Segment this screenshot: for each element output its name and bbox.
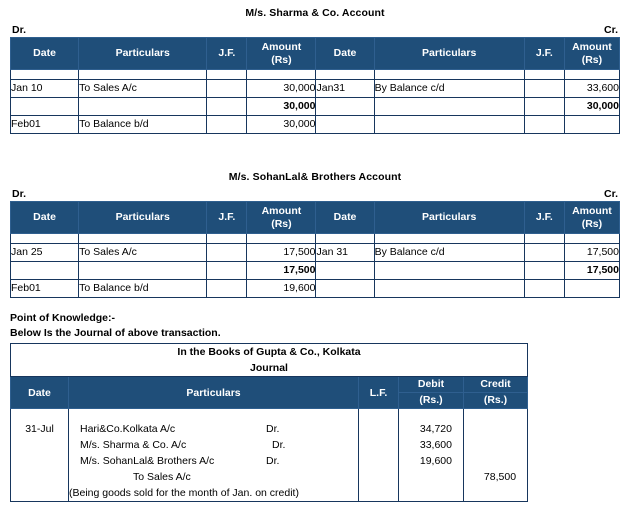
col-header-jf-credit: J.F.: [524, 202, 564, 234]
ledger-header-row: [11, 38, 620, 70]
spacer-cell: [11, 234, 79, 244]
amount-head-line2: (Rs): [581, 217, 603, 230]
ledger-header-row: [11, 202, 620, 234]
amount-head-line1: Amount: [261, 41, 302, 53]
cell-jf-debit: [207, 98, 247, 116]
spacer-cell: [316, 70, 374, 80]
cell-jf-debit: [207, 80, 247, 98]
dr-cr-row: [10, 23, 620, 37]
table-row: [11, 280, 620, 298]
cell-particulars-credit: By Balance c/d: [374, 244, 524, 262]
cell-date-credit: [316, 280, 374, 298]
journal-line: [69, 421, 358, 437]
cell-amount-credit: 33,600: [564, 80, 619, 98]
cell-date-credit: Jan 31: [316, 244, 374, 262]
col-header-journal-debit-unit: (Rs.): [399, 393, 464, 409]
spacer-cell: [564, 234, 619, 244]
amount-head-line2: (Rs): [271, 53, 292, 66]
journal-section: [10, 343, 527, 502]
ledger-table: [10, 201, 620, 298]
cell-date-credit: [316, 98, 374, 116]
ledger-sohanlal-and-brothers: [10, 170, 620, 298]
cell-jf-credit: [524, 262, 564, 280]
cell-date-debit: [11, 262, 79, 280]
spacer-cell: [207, 70, 247, 80]
table-row: [11, 116, 620, 134]
journal-word: Journal: [11, 360, 528, 377]
amount-head-line1: Amount: [572, 41, 612, 53]
journal-debit-amount: 19,600: [419, 455, 452, 467]
cell-amount-debit: 19,600: [247, 280, 316, 298]
cell-amount-debit: 30,000: [247, 116, 316, 134]
journal-credit-spacer: [464, 453, 527, 469]
spacer-cell: [316, 234, 374, 244]
journal-account-name: To Sales A/c: [133, 471, 191, 483]
cell-date-debit: [11, 98, 79, 116]
ledger-title: M/s. Sharma & Co. Account: [245, 7, 385, 19]
journal-line: [69, 453, 358, 469]
cell-particulars-debit: [79, 262, 207, 280]
col-header-journal-credit-unit: (Rs.): [464, 393, 528, 409]
table-row: [11, 262, 620, 280]
col-header-particulars-debit: Particulars: [79, 202, 207, 234]
col-header-amount-debit: [247, 202, 316, 234]
cell-particulars-debit: To Sales A/c: [79, 80, 207, 98]
journal-credit-spacer: [464, 437, 527, 453]
journal-header-row: [11, 377, 528, 393]
col-header-date-credit: Date: [316, 202, 374, 234]
dr-label: Dr.: [12, 24, 27, 36]
col-header-jf-debit: J.F.: [207, 202, 247, 234]
col-header-particulars-debit: Particulars: [79, 38, 207, 70]
journal-credit-amount: 78,500: [483, 471, 517, 483]
journal-journalword-row: [11, 360, 528, 377]
journal-account-name: M/s. Sharma & Co. A/c: [80, 439, 187, 451]
col-header-journal-credit: Credit: [464, 377, 528, 393]
table-row: [11, 80, 620, 98]
cell-amount-total-debit: 30,000: [247, 98, 316, 116]
spacer-cell: [524, 70, 564, 80]
col-header-journal-particulars: Particulars: [69, 377, 359, 409]
cell-date-credit: Jan31: [316, 80, 374, 98]
cell-particulars-credit: By Balance c/d: [374, 80, 524, 98]
col-header-date-debit: Date: [11, 38, 79, 70]
cell-particulars-debit: To Balance b/d: [79, 116, 207, 134]
spacer-cell: [247, 70, 316, 80]
col-header-particulars-credit: Particulars: [374, 38, 524, 70]
spacer-cell: [564, 70, 619, 80]
cell-particulars-debit: [79, 98, 207, 116]
journal-booktitle-row: [11, 344, 528, 361]
spacer-cell: [11, 70, 79, 80]
spacer-cell: [247, 234, 316, 244]
point-of-knowledge-subheading: Below Is the Journal of above transaction.: [10, 327, 221, 339]
journal-credit-spacer: [464, 421, 527, 437]
cell-jf-credit: [524, 116, 564, 134]
journal-dr-marker: Dr.: [266, 455, 280, 467]
col-header-jf-debit: J.F.: [207, 38, 247, 70]
cell-amount-credit: 17,500: [564, 244, 619, 262]
cell-amount-credit: [564, 116, 619, 134]
journal-entry-credit-cell: [464, 409, 528, 502]
journal-debit-amount: 34,720: [419, 423, 452, 435]
cell-date-debit: Jan 10: [11, 80, 79, 98]
journal-entry-particulars-cell: [69, 409, 359, 502]
journal-entry-date-cell: [11, 409, 69, 502]
col-header-date-credit: Date: [316, 38, 374, 70]
col-header-journal-debit: Debit: [399, 377, 464, 393]
table-row: [11, 244, 620, 262]
journal-entry-debit-cell: [399, 409, 464, 502]
cell-particulars-credit: [374, 98, 524, 116]
cell-amount-debit: 17,500: [247, 244, 316, 262]
journal-table: [10, 343, 528, 502]
cell-jf-credit: [524, 280, 564, 298]
cell-jf-debit: [207, 244, 247, 262]
spacer-cell: [79, 70, 207, 80]
cell-date-debit: Feb01: [11, 280, 79, 298]
cell-date-debit: Feb01: [11, 116, 79, 134]
spacer-cell: [374, 234, 524, 244]
cell-particulars-credit: [374, 262, 524, 280]
spacer-cell: [374, 70, 524, 80]
cell-amount-debit: 30,000: [247, 80, 316, 98]
journal-particulars-lines: [69, 409, 358, 501]
ledger-title: M/s. SohanLal& Brothers Account: [228, 171, 402, 183]
cell-jf-credit: [524, 98, 564, 116]
amount-head-line2: (Rs): [581, 53, 603, 66]
col-header-journal-lf: L.F.: [359, 377, 399, 409]
amount-head-line1: Amount: [572, 205, 612, 217]
ledger-spacer-row: [11, 234, 620, 244]
journal-narration: (Being goods sold for the month of Jan. on credit): [69, 487, 299, 499]
journal-dr-marker: Dr.: [272, 439, 286, 451]
amount-head-line1: Amount: [261, 205, 302, 217]
journal-account-name: Hari&Co.Kolkata A/c: [80, 423, 176, 435]
spacer-cell: [524, 234, 564, 244]
col-header-particulars-credit: Particulars: [374, 202, 524, 234]
cell-jf-credit: [524, 244, 564, 262]
journal-line: [69, 469, 358, 485]
spacer-cell: [79, 234, 207, 244]
cell-particulars-debit: To Sales A/c: [79, 244, 207, 262]
cell-particulars-credit: [374, 116, 524, 134]
cell-jf-debit: [207, 116, 247, 134]
cell-particulars-debit: To Balance b/d: [79, 280, 207, 298]
cell-amount-total-credit: 17,500: [564, 262, 619, 280]
col-header-jf-credit: J.F.: [524, 38, 564, 70]
ledger-table: [10, 37, 620, 134]
col-header-journal-date: Date: [11, 377, 69, 409]
journal-account-name: M/s. SohanLal& Brothers A/c: [80, 455, 215, 467]
journal-line: [69, 437, 358, 453]
journal-entry-lf-cell: [359, 409, 399, 502]
cell-date-credit: [316, 116, 374, 134]
dr-cr-row: [10, 187, 620, 201]
col-header-date-debit: Date: [11, 202, 79, 234]
cell-date-debit: Jan 25: [11, 244, 79, 262]
cr-label: Cr.: [603, 188, 618, 200]
journal-date-lines: [11, 409, 68, 437]
journal-dr-marker: Dr.: [266, 423, 280, 435]
cell-amount-credit: [564, 280, 619, 298]
cell-jf-debit: [207, 262, 247, 280]
col-header-amount-credit: [564, 38, 619, 70]
col-header-amount-debit: [247, 38, 316, 70]
spacer-cell: [207, 234, 247, 244]
journal-debit-lines: [399, 409, 463, 469]
cell-date-credit: [316, 262, 374, 280]
ledger-sharma-and-co: [10, 6, 620, 134]
cell-particulars-credit: [374, 280, 524, 298]
table-row: [11, 98, 620, 116]
col-header-amount-credit: [564, 202, 619, 234]
cr-label: Cr.: [603, 24, 618, 36]
cell-jf-debit: [207, 280, 247, 298]
dr-label: Dr.: [12, 188, 27, 200]
journal-credit-lines: [464, 409, 527, 485]
journal-entry-row: [11, 409, 528, 502]
point-of-knowledge-heading: Point of Knowledge:-: [10, 312, 115, 324]
journal-book-title: In the Books of Gupta & Co., Kolkata: [11, 344, 528, 361]
cell-amount-total-debit: 17,500: [247, 262, 316, 280]
cell-jf-credit: [524, 80, 564, 98]
amount-head-line2: (Rs): [271, 217, 292, 230]
cell-amount-total-credit: 30,000: [564, 98, 619, 116]
journal-debit-amount: 33,600: [419, 439, 452, 451]
journal-entry-date: 31-Jul: [25, 423, 54, 435]
ledger-spacer-row: [11, 70, 620, 80]
